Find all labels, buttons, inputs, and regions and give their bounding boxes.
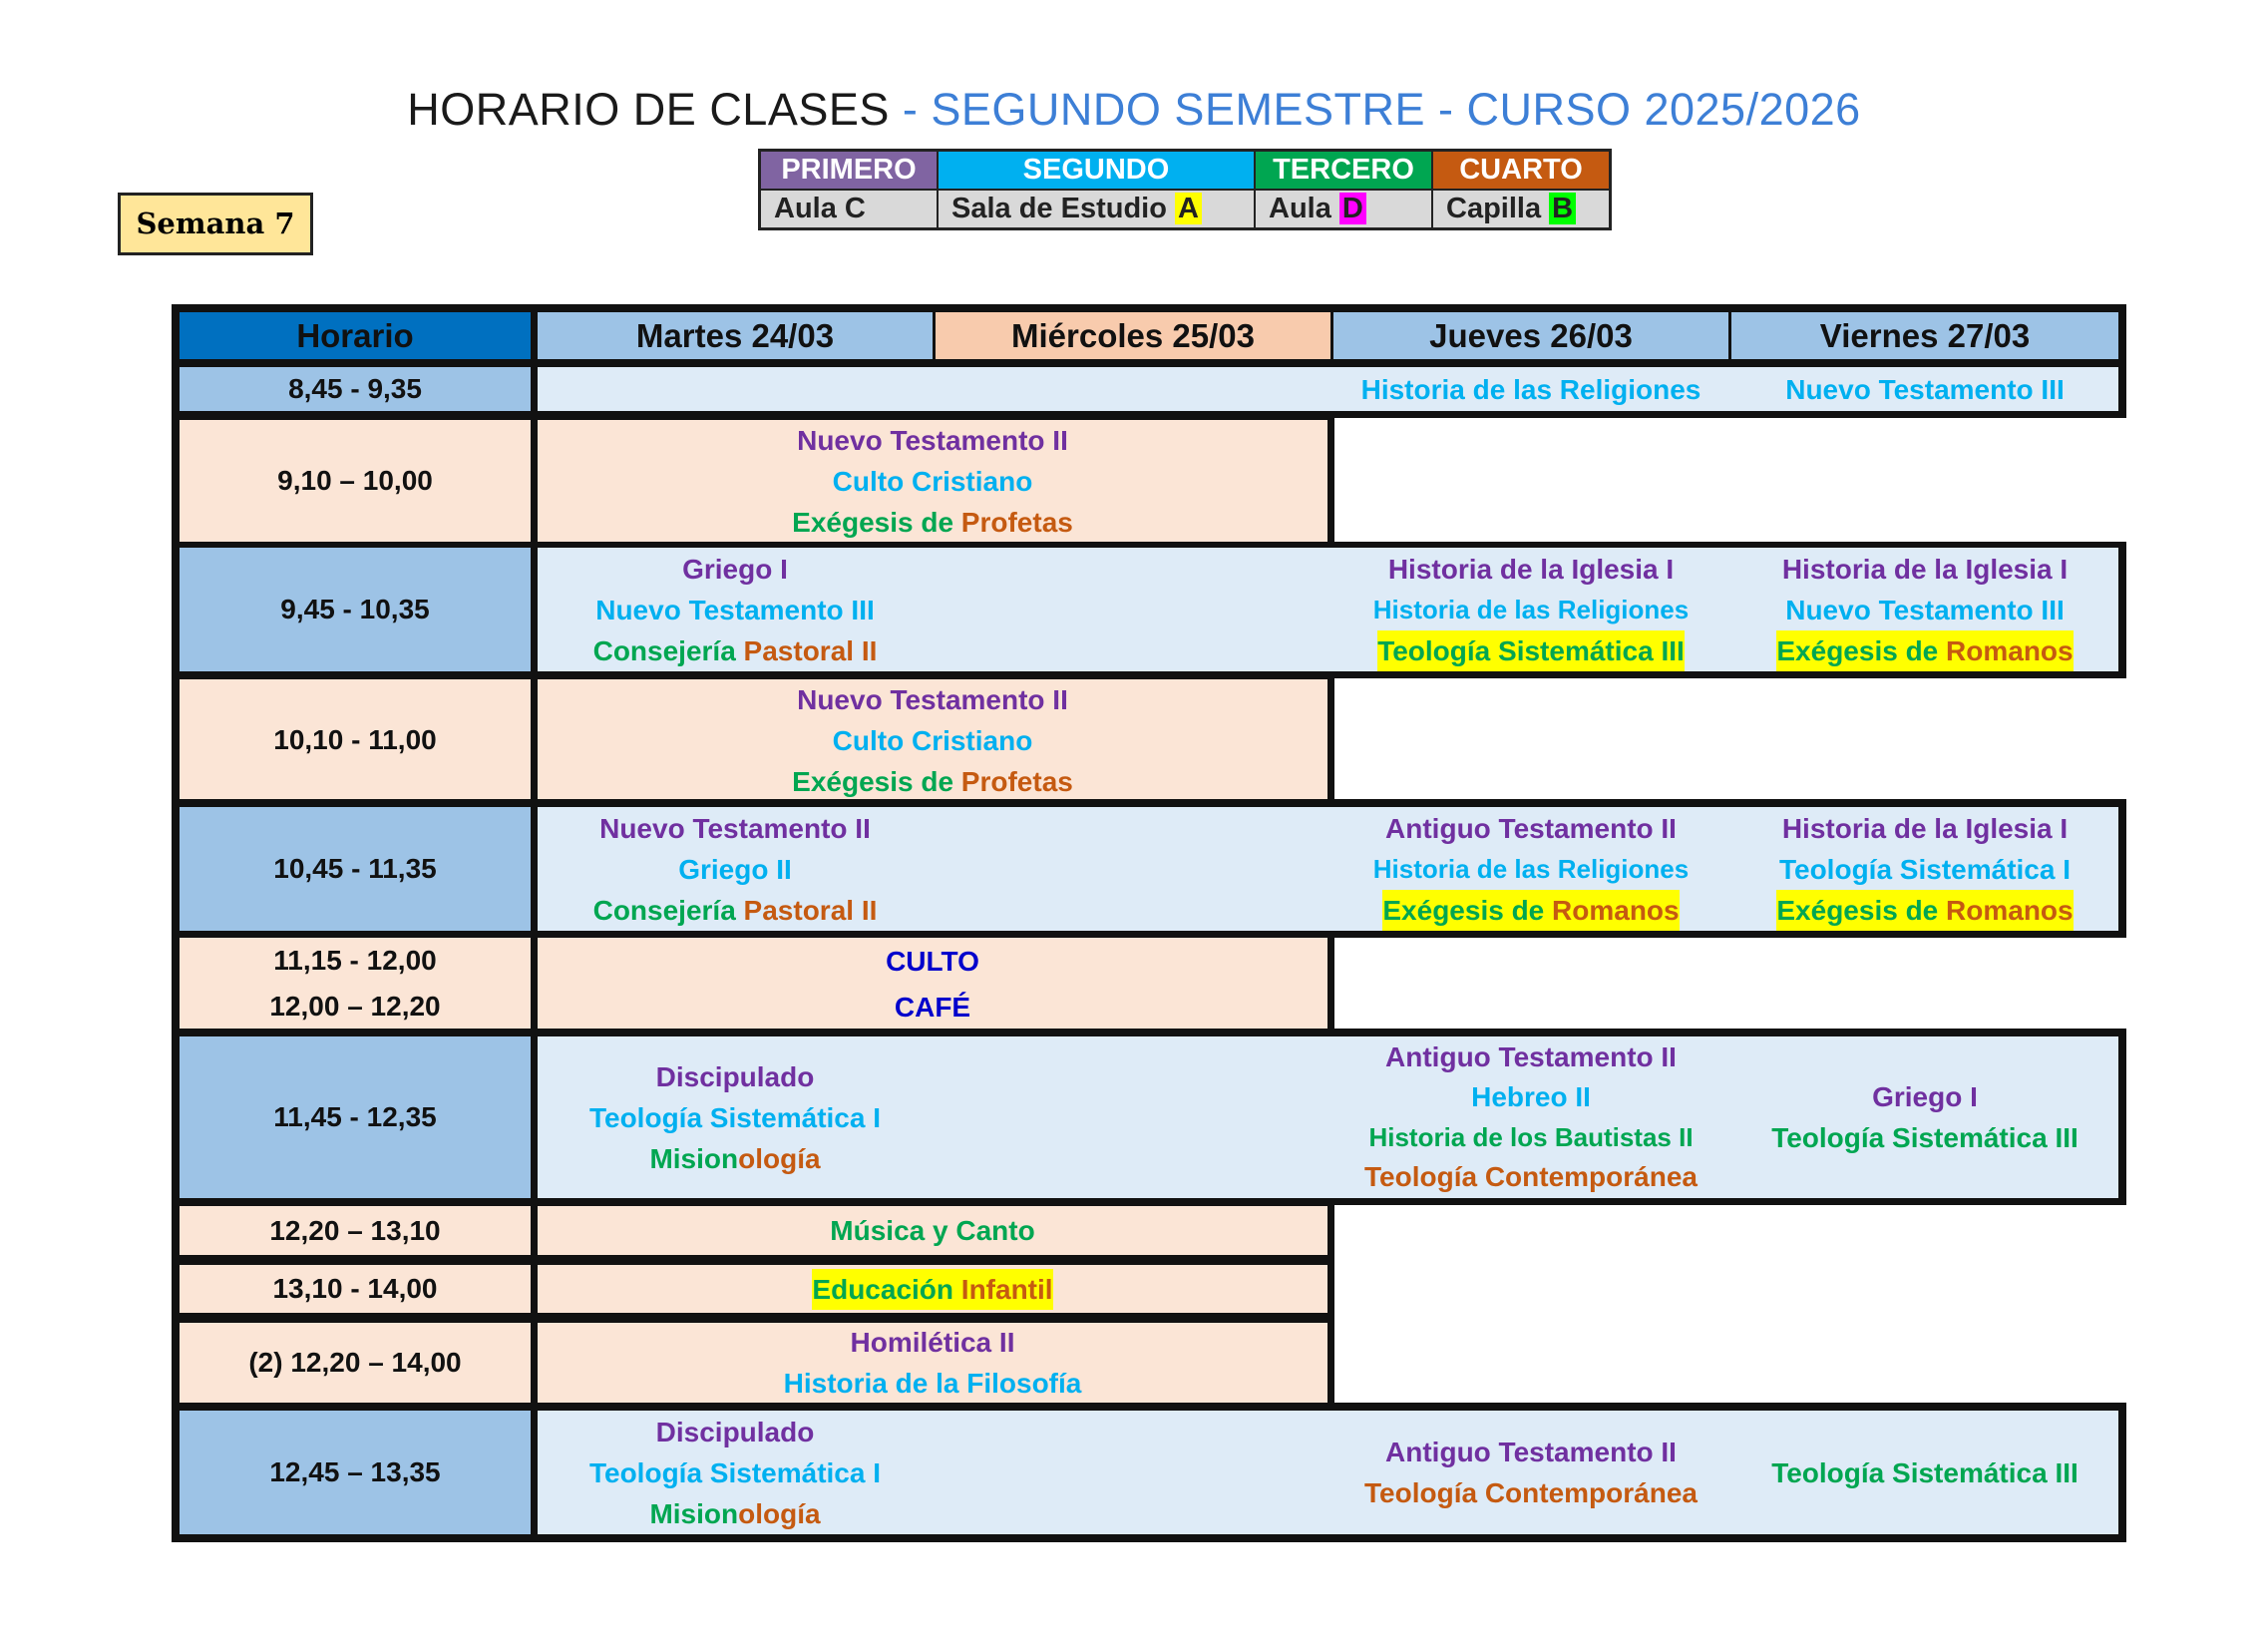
class-label: Teología Sistemática I xyxy=(588,1101,882,1133)
time-label: 11,15 - 12,00 xyxy=(273,945,437,976)
time-cell xyxy=(180,938,531,1030)
class-label: Historia de la Filosofía xyxy=(783,1368,1082,1399)
class-cell xyxy=(1731,367,2118,411)
class-label xyxy=(593,890,878,931)
class-label: Historia de las Religiones xyxy=(1360,373,1701,405)
legend-room-cuarto xyxy=(1432,190,1611,229)
class-label xyxy=(649,1493,820,1534)
class-label-part: Exégesis de xyxy=(792,765,954,797)
class-label-part: Pastoral II xyxy=(735,634,878,666)
class-label-part: Educación xyxy=(812,1273,954,1305)
class-label xyxy=(649,1138,820,1179)
time-label: 12,45 – 13,35 xyxy=(269,1456,441,1487)
header-martes xyxy=(538,312,933,359)
class-label: Historia de la Iglesia I xyxy=(1387,553,1675,585)
class-label: Griego II xyxy=(678,853,792,885)
time-cell xyxy=(180,1036,531,1198)
class-cell xyxy=(538,420,1327,542)
class-label: Teología Sistemática I xyxy=(588,1456,882,1488)
time-label: 9,10 – 10,00 xyxy=(277,465,433,496)
class-label-part: ología xyxy=(738,1497,821,1529)
legend-course-tercero: TERCERO xyxy=(1255,151,1432,191)
class-cell xyxy=(1333,1411,1728,1534)
class-cell xyxy=(538,1036,933,1198)
time-cell xyxy=(180,807,531,931)
class-label-part: Exégesis de xyxy=(1776,894,1939,926)
class-label-part: Exégesis de xyxy=(1382,894,1545,926)
legend-room-label: Aula C xyxy=(774,193,866,224)
class-cell xyxy=(538,548,933,671)
class-label xyxy=(792,502,1073,543)
class-cell xyxy=(538,1206,1327,1255)
time-cell xyxy=(180,1265,531,1313)
time-label: 9,45 - 10,35 xyxy=(280,594,430,624)
class-label: Hebreo II xyxy=(1471,1081,1591,1112)
class-cell xyxy=(1731,1036,2118,1198)
room-marker: D xyxy=(1339,193,1366,224)
class-cell xyxy=(1731,807,2118,931)
time-label: 12,00 – 12,20 xyxy=(269,991,441,1022)
class-label xyxy=(1776,890,2073,931)
cafe-label: CAFÉ xyxy=(894,991,971,1023)
time-label: 8,45 - 9,35 xyxy=(288,373,422,404)
header-jueves xyxy=(1333,312,1728,359)
time-label: 12,20 – 13,10 xyxy=(269,1214,441,1246)
title-sub: - SEGUNDO SEMESTRE - CURSO 2025/2026 xyxy=(889,84,1861,135)
header-viernes xyxy=(1731,312,2118,359)
header-label: Viernes 27/03 xyxy=(1819,316,2031,354)
class-label: Discipulado xyxy=(655,1060,815,1092)
class-label: Historia de la Iglesia I xyxy=(1781,812,2069,844)
legend-room-segundo xyxy=(938,190,1255,229)
class-label: Culto Cristiano xyxy=(832,724,1033,756)
class-cell xyxy=(1333,1036,1728,1198)
class-label-part: Infantil xyxy=(953,1273,1053,1305)
class-label: Nuevo Testamento II xyxy=(599,812,871,844)
header-horario xyxy=(180,312,531,359)
class-label: Teología Sistemática III xyxy=(1771,1122,2079,1153)
week-badge: Semana 7 xyxy=(118,193,313,255)
class-label xyxy=(1382,890,1679,931)
title-main: HORARIO DE CLASES xyxy=(407,84,890,135)
room-marker: A xyxy=(1175,193,1202,224)
class-label: Nuevo Testamento III xyxy=(1785,594,2065,625)
class-label: Nuevo Testamento II xyxy=(797,424,1068,456)
time-label: 13,10 - 14,00 xyxy=(272,1273,438,1304)
class-label-part: Mision xyxy=(649,1142,739,1174)
header-label: Horario xyxy=(296,316,414,354)
course-legend xyxy=(758,149,1612,230)
time-cell xyxy=(180,1206,531,1255)
class-label: Teología Contemporánea xyxy=(1364,1161,1698,1192)
class-label xyxy=(1776,630,2073,671)
class-cell xyxy=(1333,367,1728,411)
legend-room-label: Aula xyxy=(1269,193,1331,224)
header-label: Miércoles 25/03 xyxy=(1011,316,1255,354)
class-label: Teología Sistemática III xyxy=(1377,630,1685,671)
legend-course-segundo: SEGUNDO xyxy=(938,151,1255,191)
class-label: Culto Cristiano xyxy=(832,465,1033,497)
time-cell xyxy=(180,679,531,801)
header-miercoles xyxy=(936,312,1330,359)
class-cell xyxy=(1731,548,2118,671)
class-cell xyxy=(538,938,1327,1030)
class-cell xyxy=(1333,807,1728,931)
legend-room-label: Capilla xyxy=(1446,193,1542,224)
class-label: Teología Sistemática III xyxy=(1771,1456,2079,1488)
class-label: Nuevo Testamento II xyxy=(797,683,1068,715)
legend-room-tercero xyxy=(1255,190,1432,229)
class-label-part: Profetas xyxy=(953,506,1073,538)
class-label: Antiguo Testamento II xyxy=(1385,1437,1677,1467)
class-label-part: Romanos xyxy=(1544,894,1680,926)
class-cell xyxy=(538,1323,1327,1403)
class-label: Nuevo Testamento III xyxy=(1785,373,2065,405)
page-title xyxy=(0,84,2268,136)
class-label-part: Consejería xyxy=(592,894,736,926)
legend-course-cuarto: CUARTO xyxy=(1432,151,1611,191)
time-label: (2) 12,20 – 14,00 xyxy=(248,1347,462,1378)
header-label: Jueves 26/03 xyxy=(1429,316,1633,354)
class-label: Historia de las Religiones xyxy=(1372,853,1690,884)
class-cell xyxy=(538,1411,933,1534)
header-label: Martes 24/03 xyxy=(635,316,835,354)
class-label-part: Exégesis de xyxy=(792,506,954,538)
class-cell xyxy=(538,1265,1327,1313)
class-label: Griego I xyxy=(1872,1081,1978,1112)
class-label: Historia de los Bautistas II xyxy=(1368,1122,1694,1152)
class-label-part: Pastoral II xyxy=(735,894,878,926)
class-label: Historia de la Iglesia I xyxy=(1781,553,2069,585)
class-label-part: Romanos xyxy=(1938,894,2074,926)
room-marker: B xyxy=(1549,193,1576,224)
time-cell xyxy=(180,367,531,411)
class-cell xyxy=(538,807,933,931)
class-label: Homilética II xyxy=(850,1327,1015,1358)
class-label xyxy=(792,761,1073,802)
time-cell xyxy=(180,420,531,542)
class-label xyxy=(812,1269,1052,1310)
class-label: Teología Sistemática I xyxy=(1778,853,2072,885)
class-label: Historia de las Religiones xyxy=(1372,594,1690,624)
class-label-part: Consejería xyxy=(592,634,736,666)
time-label: 10,45 - 11,35 xyxy=(273,853,437,884)
class-label: Nuevo Testamento III xyxy=(595,594,875,625)
class-label xyxy=(593,630,878,671)
class-label: Griego I xyxy=(682,553,788,585)
legend-course-primero: PRIMERO xyxy=(760,151,939,191)
class-label: Teología Contemporánea xyxy=(1364,1477,1698,1508)
time-cell xyxy=(180,548,531,671)
class-label: Música y Canto xyxy=(830,1215,1035,1246)
time-label: 10,10 - 11,00 xyxy=(273,724,437,755)
class-label-part: Mision xyxy=(649,1497,739,1529)
class-cell xyxy=(1731,1411,2118,1534)
class-label: Discipulado xyxy=(655,1416,815,1447)
class-label: Antiguo Testamento II xyxy=(1385,812,1677,844)
class-label-part: Exégesis de xyxy=(1776,634,1939,666)
legend-room-primero xyxy=(760,190,939,229)
time-cell xyxy=(180,1411,531,1534)
class-cell xyxy=(1333,548,1728,671)
time-label: 11,45 - 12,35 xyxy=(273,1101,437,1132)
class-label-part: ología xyxy=(738,1142,821,1174)
time-cell xyxy=(180,1323,531,1403)
class-cell xyxy=(538,679,1327,801)
culto-label: CULTO xyxy=(886,945,979,977)
class-label-part: Profetas xyxy=(953,765,1073,797)
legend-room-label: Sala de Estudio xyxy=(951,193,1167,224)
class-label-part: Romanos xyxy=(1938,634,2074,666)
class-label: Antiguo Testamento II xyxy=(1385,1041,1677,1072)
